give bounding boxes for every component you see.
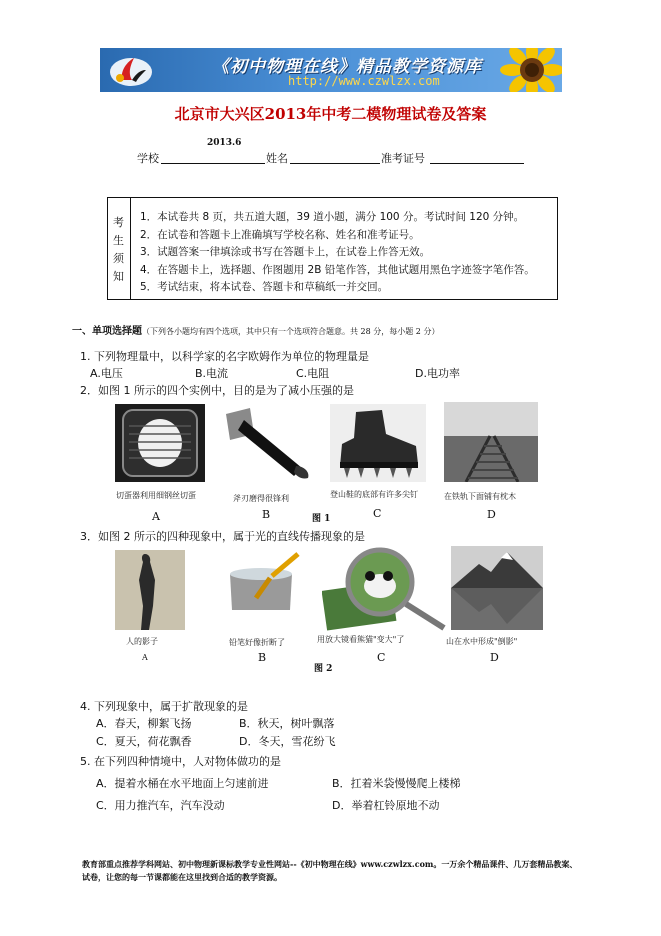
school-label: 学校	[137, 152, 159, 165]
figure-letter: D	[487, 508, 496, 521]
figure-letter: C	[377, 651, 386, 664]
shadow-image	[115, 550, 185, 630]
figure-caption: 人的影子	[126, 637, 158, 646]
notice-item: 5．考试结束，将本试卷、答题卡和草稿纸一并交回。	[140, 281, 389, 293]
banner-slogan: 《初中物理在线》精品教学资源库	[212, 57, 482, 77]
figure-letter: A	[142, 653, 148, 662]
q5-option-d[interactable]: D．举着杠铃原地不动	[332, 799, 440, 812]
q5-option-a[interactable]: A．提着水桶在水平地面上匀速前进	[96, 777, 269, 790]
exam-id-field[interactable]	[430, 151, 524, 164]
q4-option-d[interactable]: D．冬天，雪花纷飞	[239, 735, 336, 748]
section-title: 一、单项选择题	[72, 326, 142, 337]
mountain-reflection-image	[451, 546, 543, 630]
figure-caption: 斧刃磨得很锋利	[233, 494, 289, 503]
figure-label: 图 1	[312, 514, 331, 524]
figure-caption: 在铁轨下面铺有枕木	[444, 492, 516, 501]
header-banner	[100, 48, 562, 92]
site-logo-icon	[108, 52, 154, 88]
question-2-text: 2．如图 1 所示的四个实例中，目的是为了减小压强的是	[80, 384, 354, 397]
notice-side-char: 须	[113, 252, 124, 265]
q4-option-b[interactable]: B．秋天，树叶飘落	[239, 717, 335, 730]
magnifier-panda-image	[322, 546, 448, 632]
figure-letter: D	[490, 651, 499, 664]
page-footer: 教育部重点推荐学科网站、初中物理新课标教学专业性网站--《初中物理在线》www.czwlzx.com。一万余个精品课件、几万套精品教案、试卷，让您的每一节课都能在这里找到合适的教学资源。	[82, 859, 578, 882]
q1-option-a[interactable]: A.电压	[90, 367, 123, 380]
figure-caption: 切蛋器利用细钢丝切蛋	[116, 491, 196, 500]
page-title: 北京市大兴区2013年中考二模物理试卷及答案	[174, 105, 487, 123]
question-1-text: 1. 下列物理量中，以科学家的名字欧姆作为单位的物理量是	[80, 350, 369, 363]
banner-url[interactable]: http://www.czwlzx.com	[288, 74, 440, 88]
q4-option-c[interactable]: C．夏天，荷花飘香	[96, 735, 192, 748]
question-4-text: 4. 下列现象中，属于扩散现象的是	[80, 700, 248, 713]
section-note: （下列各小题均有四个选项，其中只有一个选项符合题意。共 28 分，每小题 2 分）	[142, 327, 440, 336]
q5-option-b[interactable]: B．扛着米袋慢慢爬上楼梯	[332, 777, 461, 790]
question-3-text: 3．如图 2 所示的四种现象中，属于光的直线传播现象的是	[80, 530, 365, 543]
exam-date: 2013.6	[207, 138, 242, 148]
name-field[interactable]	[290, 151, 380, 164]
railway-track-image	[444, 402, 538, 482]
name-label: 姓名	[266, 152, 288, 165]
notice-item: 4．在答题卡上，选择题、作图题用 2B 铅笔作答，其他试题用黑色字迹签字笔作答。	[140, 264, 535, 276]
notice-side-label	[108, 198, 131, 299]
axe-image	[220, 404, 316, 482]
question-5-text: 5. 在下列四种情境中，人对物体做功的是	[80, 755, 281, 768]
figure-caption: 山在水中形成"倒影"	[446, 637, 518, 646]
notice-item: 1．本试卷共 8 页，共五道大题，39 道小题，满分 100 分。考试时间 120 分钟。	[140, 211, 525, 223]
figure-caption: 用放大镜看熊猫"变大"了	[317, 635, 405, 644]
notice-side-char: 知	[113, 270, 124, 283]
q1-option-c[interactable]: C.电阻	[296, 367, 330, 380]
egg-slicer-image	[115, 404, 205, 482]
q5-option-c[interactable]: C．用力推汽车，汽车没动	[96, 799, 225, 812]
q1-option-d[interactable]: D.电功率	[415, 367, 460, 380]
figure-caption: 铅笔好像折断了	[229, 638, 285, 647]
exam-id-label: 准考证号	[381, 152, 425, 165]
notice-item: 2．在试卷和答题卡上准确填写学校名称、姓名和准考证号。	[140, 229, 420, 241]
section-heading	[72, 322, 439, 337]
bent-pencil-image	[220, 552, 302, 616]
school-field[interactable]	[161, 151, 265, 164]
climbing-boot-image	[330, 404, 426, 482]
figure-caption: 登山鞋的底部有许多尖钉	[330, 490, 418, 499]
figure-letter: C	[373, 507, 382, 520]
exam-notice-box	[107, 197, 558, 300]
figure-letter: B	[258, 651, 267, 664]
q1-option-b[interactable]: B.电流	[195, 367, 229, 380]
figure-letter: A	[152, 510, 160, 523]
q4-option-a[interactable]: A．春天，柳絮飞扬	[96, 717, 192, 730]
sunflower-icon	[500, 48, 562, 92]
notice-side-char: 考	[113, 216, 124, 229]
figure-label: 图 2	[314, 664, 333, 674]
figure-letter: B	[262, 508, 271, 521]
notice-item: 3．试题答案一律填涂或书写在答题卡上，在试卷上作答无效。	[140, 246, 431, 258]
notice-side-char: 生	[113, 234, 124, 247]
